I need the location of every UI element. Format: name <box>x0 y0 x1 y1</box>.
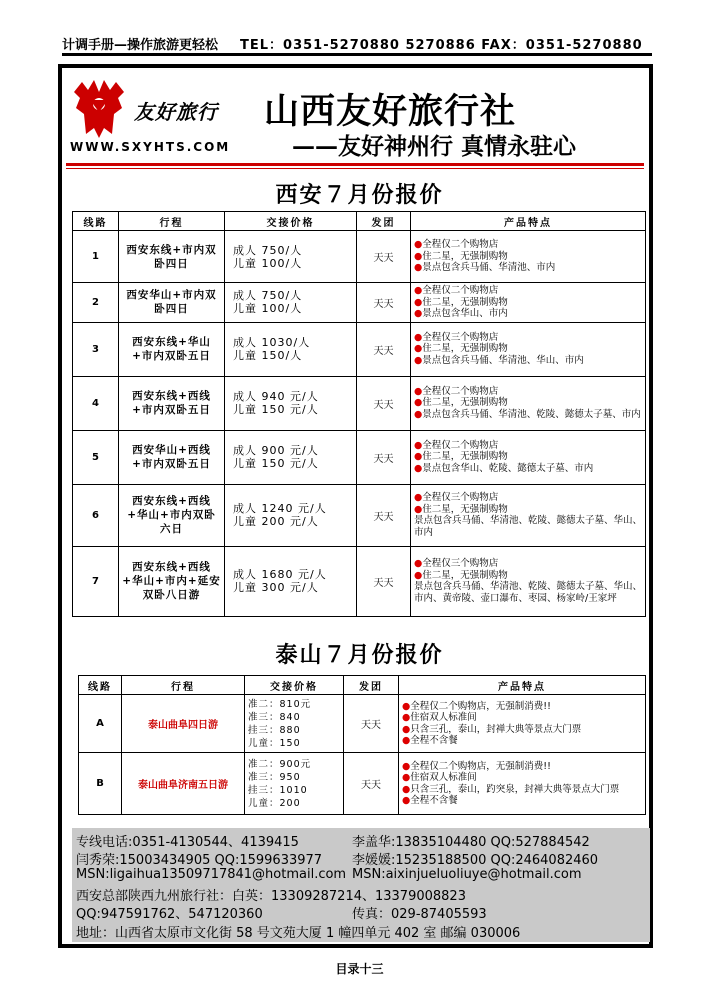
feature: 景点包含兵马俑、华清池、乾陵、懿德太子墓、市内 <box>422 408 641 420</box>
bullet-icon: ● <box>414 492 423 503</box>
bullet-icon: ● <box>414 343 423 355</box>
bullet-icon: ● <box>414 408 423 420</box>
bullet-icon: ● <box>414 308 423 319</box>
table-row <box>73 430 646 484</box>
feature: 只含三孔，泰山，趵突泉，封禅大典等景点大门票 <box>410 783 620 795</box>
table-row <box>79 695 646 753</box>
bullet-icon: ● <box>414 503 423 515</box>
contact-block <box>72 828 650 942</box>
bullet-icon: ● <box>402 700 411 712</box>
bullet-icon: ● <box>414 385 423 397</box>
bullet-icon: ● <box>414 250 423 262</box>
feature: 景点包含兵马俑、华清池、市内 <box>422 262 556 274</box>
bullet-icon: ● <box>414 462 423 474</box>
xian-title: 西安７月份报价 <box>275 182 444 208</box>
feature: 景点包含兵马俑、华清池、华山、市内 <box>422 354 584 366</box>
feature: 住二星，无强制购物 <box>422 343 508 355</box>
table-header-row <box>73 212 646 231</box>
price-line: 挂三：880 <box>248 724 301 736</box>
child-price: 儿童 100/人 <box>233 302 303 316</box>
feature: 景点包含兵马俑、华清池、乾陵、懿德太子墓、华山、市内 <box>414 515 643 538</box>
feature: 景点包含华山、乾陵、懿德太子墓、市内 <box>422 462 594 474</box>
departure: 天天 <box>357 484 411 546</box>
bullet-icon: ● <box>402 783 411 795</box>
bullet-icon: ● <box>402 735 411 746</box>
departure: 天天 <box>357 546 411 616</box>
bullet-icon: ● <box>402 772 411 783</box>
departure: 天天 <box>357 322 411 376</box>
departure: 天天 <box>344 753 399 815</box>
adult-price: 成人 1240 元/人 <box>233 502 327 515</box>
xian-price-table <box>72 211 646 617</box>
route-name: 西安东线+西线+华山+市内+延安双卧八日游 <box>119 546 225 616</box>
bullet-icon: ● <box>402 723 411 735</box>
price-line: 准三：840 <box>248 711 301 723</box>
contact-msn-left: MSN:ligaihua13509717841@hotmail.com <box>76 867 347 882</box>
adult-price: 成人 1680 元/人 <box>233 568 327 581</box>
child-price: 儿童 100/人 <box>233 256 303 270</box>
route-name: 西安东线+西线+华山+市内双卧六日 <box>119 484 225 546</box>
adult-price: 成人 940 元/人 <box>233 390 319 403</box>
adult-price: 成人 1030/人 <box>233 336 311 349</box>
departure: 天天 <box>357 283 411 323</box>
route-no: B <box>79 753 122 815</box>
feature: 住宿双人标准间 <box>410 772 477 783</box>
route-name: 西安东线+西线+市内双卧五日 <box>119 376 225 430</box>
table-row <box>79 753 646 815</box>
header-contact-text: TEL：0351-5270880 5270886 FAX：0351-5270880 <box>240 38 643 53</box>
feature: 全程不含餐 <box>410 735 458 746</box>
contact-li-gaihua: 李盖华:13835104480 QQ:527884542 <box>352 835 590 850</box>
table-row <box>73 484 646 546</box>
route-name: 泰山曲阜四日游 <box>122 695 245 753</box>
child-price: 儿童 200 元/人 <box>233 515 319 528</box>
departure: 天天 <box>357 376 411 430</box>
contact-xian-hq: 西安总部陕西九州旅行社：白英：13309287214、13379008823 <box>76 889 466 904</box>
price-line: 准二：810元 <box>248 698 312 710</box>
red-divider-thin <box>66 168 644 169</box>
route-no: 4 <box>73 376 119 430</box>
route-name: 西安华山+市内双卧四日 <box>119 283 225 323</box>
adult-price: 成人 750/人 <box>233 243 303 257</box>
contact-yan-xiurong: 闫秀荣:15003434905 QQ:1599633977 <box>76 853 323 868</box>
feature: 全程仅二个购物店 <box>422 239 499 251</box>
price-line: 儿童：200 <box>248 797 301 809</box>
feature: 住二星，无强制购物 <box>422 296 508 308</box>
adult-price: 成人 900 元/人 <box>233 444 319 457</box>
feature: 住宿双人标准间 <box>410 712 477 723</box>
col-departure: 发团 <box>357 212 411 231</box>
route-name: 西安华山+西线+市内双卧五日 <box>119 430 225 484</box>
red-divider <box>66 163 644 166</box>
feature: 全程仅二个购物店 <box>422 439 499 451</box>
logo-url: WWW.SXYHTS.COM <box>70 140 231 154</box>
bullet-icon: ● <box>402 795 411 806</box>
price-line: 准三：950 <box>248 771 301 783</box>
contact-fax: 传真：029-87405593 <box>352 907 487 922</box>
child-price: 儿童 150/人 <box>233 349 303 362</box>
route-name: 西安东线+市内双卧四日 <box>119 231 225 283</box>
col-features: 产品特点 <box>411 212 646 231</box>
col-itinerary: 行程 <box>119 212 225 231</box>
departure: 天天 <box>357 231 411 283</box>
col-price: 交接价格 <box>245 676 344 695</box>
col-price: 交接价格 <box>225 212 357 231</box>
bullet-icon: ● <box>414 285 423 296</box>
page-number: 目录十三 <box>335 962 384 976</box>
feature: 住二星，无强制购物 <box>422 503 508 515</box>
table-header-row <box>79 676 646 695</box>
route-no: 7 <box>73 546 119 616</box>
header-left-text: 计调手册—操作旅游更轻松 <box>62 38 219 53</box>
child-price: 儿童 150 元/人 <box>233 403 319 416</box>
company-name: 山西友好旅行社 <box>264 91 517 132</box>
bullet-icon: ● <box>414 558 423 569</box>
departure: 天天 <box>357 430 411 484</box>
child-price: 儿童 150 元/人 <box>233 457 319 470</box>
taishan-title: 泰山７月份报价 <box>275 642 444 668</box>
feature: 全程仅二个购物店，无强制消费!! <box>410 700 551 712</box>
feature: 只含三孔，泰山，封禅大典等景点大门票 <box>410 723 582 735</box>
dragon-logo-icon <box>68 78 130 140</box>
route-no: 5 <box>73 430 119 484</box>
price-line: 准二：900元 <box>248 758 312 770</box>
taishan-price-table <box>78 675 646 815</box>
feature: 景点包含兵马俑、华清池、乾陵、懿德太子墓、华山、市内、黄帝陵、壶口瀑布、枣园、杨家岭/王家坪 <box>414 581 643 604</box>
col-features: 产品特点 <box>399 676 646 695</box>
contact-address: 地址：山西省太原市文化街 58 号文苑大厦 1 幢四单元 402 室 邮编 030006 <box>76 926 521 941</box>
route-no: 2 <box>73 283 119 323</box>
price-line: 挂三：1010 <box>248 784 308 796</box>
bullet-icon: ● <box>414 262 423 274</box>
route-no: 1 <box>73 231 119 283</box>
logo-wordmark: 友好旅行 <box>134 100 218 124</box>
feature: 住二星，无强制购物 <box>422 250 508 262</box>
feature: 全程仅二个购物店 <box>422 385 499 397</box>
bullet-icon: ● <box>414 239 423 251</box>
adult-price: 成人 750/人 <box>233 289 303 303</box>
col-route-no: 线路 <box>79 676 122 695</box>
route-no: 3 <box>73 322 119 376</box>
bullet-icon: ● <box>414 397 423 409</box>
bullet-icon: ● <box>414 451 423 463</box>
feature: 住二星，无强制购物 <box>422 569 508 581</box>
contact-li-yuanyuan: 李媛媛:15235188500 QQ:2464082460 <box>352 853 599 868</box>
feature: 住二星，无强制购物 <box>422 451 508 463</box>
bullet-icon: ● <box>402 712 411 723</box>
contact-qq: QQ:947591762、547120360 <box>76 907 263 922</box>
bullet-icon: ● <box>402 760 411 772</box>
feature: 全程仅二个购物店，无强制消费!! <box>410 760 551 772</box>
feature: 全程仅二个购物店 <box>422 285 499 296</box>
departure: 天天 <box>344 695 399 753</box>
feature: 景点包含华山、市内 <box>422 308 508 319</box>
bullet-icon: ● <box>414 354 423 366</box>
col-itinerary: 行程 <box>122 676 245 695</box>
col-route-no: 线路 <box>73 212 119 231</box>
company-slogan: ——友好神州行 真情永驻心 <box>292 133 577 160</box>
header-divider <box>62 53 652 56</box>
bullet-icon: ● <box>414 569 423 581</box>
route-no: 6 <box>73 484 119 546</box>
bullet-icon: ● <box>414 331 423 343</box>
feature: 全程不含餐 <box>410 795 458 806</box>
route-name: 泰山曲阜济南五日游 <box>122 753 245 815</box>
feature: 全程仅三个购物店 <box>422 492 499 503</box>
feature: 全程仅三个购物店 <box>422 558 499 569</box>
bullet-icon: ● <box>414 439 423 451</box>
price-line: 儿童：150 <box>248 737 301 749</box>
feature: 全程仅三个购物店 <box>422 331 499 343</box>
table-row <box>73 546 646 616</box>
table-row <box>73 283 646 323</box>
table-row <box>73 231 646 283</box>
header-bar <box>62 34 652 52</box>
bullet-icon: ● <box>414 296 423 308</box>
table-row <box>73 322 646 376</box>
table-row <box>73 376 646 430</box>
contact-msn-right: MSN:aixinjueluoliuye@hotmail.com <box>352 867 582 882</box>
col-departure: 发团 <box>344 676 399 695</box>
route-name: 西安东线+华山+市内双卧五日 <box>119 322 225 376</box>
contact-hotline: 专线电话:0351-4130544、4139415 <box>76 835 299 850</box>
feature: 住二星，无强制购物 <box>422 397 508 409</box>
child-price: 儿童 300 元/人 <box>233 581 319 594</box>
route-no: A <box>79 695 122 753</box>
